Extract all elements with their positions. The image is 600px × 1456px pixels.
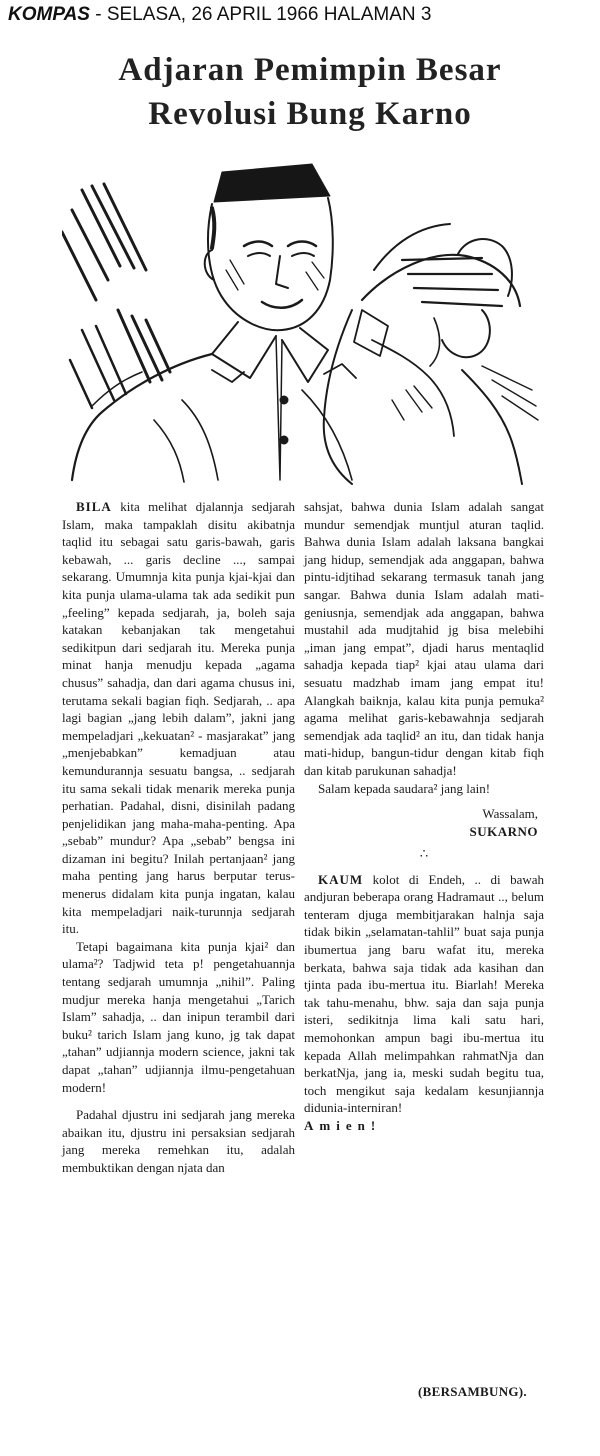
closing: Wassalam, <box>482 806 538 822</box>
dateline: - SELASA, 26 APRIL 1966 HALAMAN 3 <box>89 4 432 25</box>
title-line-1: Adjaran Pemimpin Besar <box>118 52 502 88</box>
paragraph <box>304 871 544 1117</box>
section-separator: ∴ <box>419 846 429 862</box>
right-column <box>304 498 544 1135</box>
page-header <box>8 4 431 26</box>
drop-word: BILA <box>76 499 112 514</box>
paragraph-text: kolot di Endeh, .. di bawah andjuran beberapa orang Hadramaut .., belum tenteram djuga membitjarakan halnja saja tidak bikin „selamatan-tahlil” buat saja punja ibumertua jang baru wafat itu, mereka berkata, bahwa saja tidak ada kasihan dan tjinta pada ibu-mertua itu. Biarlah! Mereka tak tahu-menahu, bhw. saja dan saja punja isteri, sedikitnja lima kali satu hari, memohonkan ampun bagi ibu-mertua itu kepada Allah melimpahkan rahmatNja dan berkatNja, jang ia, meski sudah begitu tua, toch mengikut saja kedalam kesunjiannja didunia-interniran! <box>304 871 544 1116</box>
drop-word: KAUM <box>318 871 364 887</box>
left-column <box>62 498 295 1177</box>
continued-note: (BERSAMBUNG). <box>418 1384 527 1399</box>
paragraph: Padahal djustru ini sedjarah jang mereka abaikan itu, djustru ini persaksian sedjarah jang mereka remehkan itu, adalah membuktikan dengan njata dan <box>62 1107 295 1175</box>
signoff <box>304 805 538 841</box>
article-title <box>60 48 560 136</box>
paragraph: sahsjat, bahwa dunia Islam adalah sangat mundur semendjak muntjul aturan taqlid. Bahwa dunia Islam adalah laksana bangkai jang hidup, semendjak ada anggapan, bahwa pintu-idjtihad sekarang termasuk tanah jang sangar. Bahwa dunia Islam adalah mati-geniusnja, semendjak ada anggapan, bahwa mustahil ada mudjtahid jg bisa melebihi „iman jang empat”, djadi harus mentaqlid sahadja kepada tiap² kjai atau ulama dari sesuatu madzhab imam jang empat itu! Alangkah baiknja, kalau kita punja pemuka² agama melihat garis-kebawahnja sedjarah semendjak ada taqlid² an itu, dan tidak hanja mati-hidup, bangun-tidur dengan kitab fiqh dan kitab parukunan sahadja! <box>304 499 544 778</box>
title-line-2: Revolusi Bung Karno <box>148 96 472 132</box>
newspaper-brand: KOMPAS <box>8 4 90 25</box>
paragraph-text: kita melihat djalannja sedjarah Islam, maka tampaklah disitu akibatnja taqlid itu sebagai satu garis-bawah, garis kebawah, ... garis decline ..., sampai sekarang. Umumnja kita punja kjai-kjai dan kita punja ulama-ulama tak ada sedikit pun „feeling” kepada sedjarah, ja, boleh saja katakan kebanjakan tak mengetahui sedikitpun dari sedjarah itu. Mereka punja minat hanja menudju kepada „agama chusus” sahadja, dan dari agama chusus ini, terutama sekali bagian fiqh. Sedjarah, .. apa lagi bagian „jang lebih dalam”, jakni jang mempeladjari „kekuatan² - masjarakat” jang „menjebabkan” kemadjuan atau kemundurannja sesuatu bangsa, .. sedjarah itu sama sekali tidak menarik mereka punja perhatian. Padahal, disni, disinilah padang penjelidikan jang maha-maha-penting. Apa „sebab” mundur? Apa „sebab” bengsa ini dizaman ini begitu? Inilah pertanjaan² jang maha penting jang harus berputar terus-menerus didalam kita punja ingatan, kalau kita mempeladjari naik-turunnja sedjarah itu. <box>62 499 295 937</box>
paragraph: Salam kepada saudara² jang lain! <box>318 780 491 796</box>
signature: SUKARNO <box>469 824 538 840</box>
paragraph: Tetapi bagaimana kita punja kjai² dan ulama²? Tadjwid teta p! pengetahuannja tentang sedjarah umumnja „nihil”. Paling mudjur mereka hanja mengetahui „Tarich Islam” sahadja, .. dan inipun terambil dari buku² tarich Islam jang kuno, jg tak dapat „tahan” udjiannja modern science, jakni tak dapat „tahan” udjiannja ilmu-pengetahuan modern! <box>62 938 295 1095</box>
sukarno-portrait-sketch-icon <box>62 150 542 488</box>
closing-amen: Amien! <box>304 1118 382 1133</box>
paragraph <box>62 498 295 938</box>
